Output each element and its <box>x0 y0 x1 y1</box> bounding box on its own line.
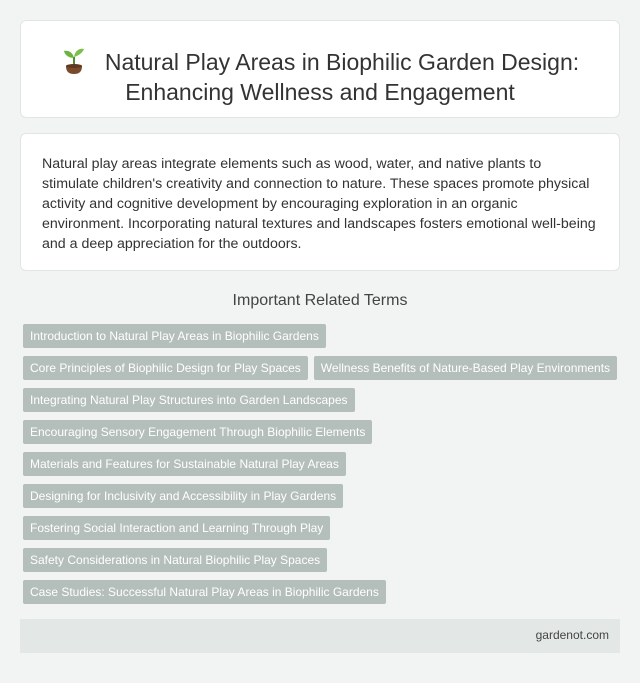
term-row <box>23 484 623 516</box>
title-line-1 <box>21 46 619 77</box>
title-text-line-1: Natural Play Areas in Biophilic Garden Design: <box>104 49 580 75</box>
term-row <box>23 420 623 452</box>
term-row <box>23 580 623 612</box>
term-row <box>23 324 623 356</box>
term-row <box>23 516 623 548</box>
term-tag[interactable]: Materials and Features for Sustainable Natural Play Areas <box>23 452 346 476</box>
related-terms-list <box>23 324 623 612</box>
page-title <box>21 46 619 107</box>
term-tag[interactable]: Fostering Social Interaction and Learning Through Play <box>23 516 330 540</box>
intro-paragraph: Natural play areas integrate elements such as wood, water, and native plants to stimulate children's creativity and connection to nature. These spaces promote physical activity and cognitive development by encouraging exploration in an organic environment. Incorporating natural textures and landscapes fosters emotional well-being and a deep appreciation for the outdoors. <box>42 156 596 252</box>
term-row <box>23 388 623 420</box>
term-tag[interactable]: Core Principles of Biophilic Design for Play Spaces <box>23 356 308 380</box>
term-row <box>23 452 623 484</box>
title-text-line-2: Enhancing Wellness and Engagement <box>125 79 515 105</box>
footer-site-link[interactable]: gardenot.com <box>535 628 609 642</box>
term-row <box>23 548 623 580</box>
header-card <box>20 20 620 118</box>
related-terms-heading: Important Related Terms <box>232 292 408 309</box>
term-tag[interactable]: Safety Considerations in Natural Biophilic Play Spaces <box>23 548 327 572</box>
term-tag[interactable]: Designing for Inclusivity and Accessibility in Play Gardens <box>23 484 343 508</box>
term-tag[interactable]: Wellness Benefits of Nature-Based Play Environments <box>314 356 617 380</box>
term-tag[interactable]: Introduction to Natural Play Areas in Biophilic Gardens <box>23 324 326 348</box>
term-row <box>23 356 623 388</box>
term-tag[interactable]: Case Studies: Successful Natural Play Areas in Biophilic Gardens <box>23 580 386 604</box>
intro-card <box>20 133 620 271</box>
term-tag[interactable]: Integrating Natural Play Structures into Garden Landscapes <box>23 388 355 412</box>
term-tag[interactable]: Encouraging Sensory Engagement Through Biophilic Elements <box>23 420 372 444</box>
sprout-icon <box>61 46 87 74</box>
footer-bar <box>20 619 620 653</box>
